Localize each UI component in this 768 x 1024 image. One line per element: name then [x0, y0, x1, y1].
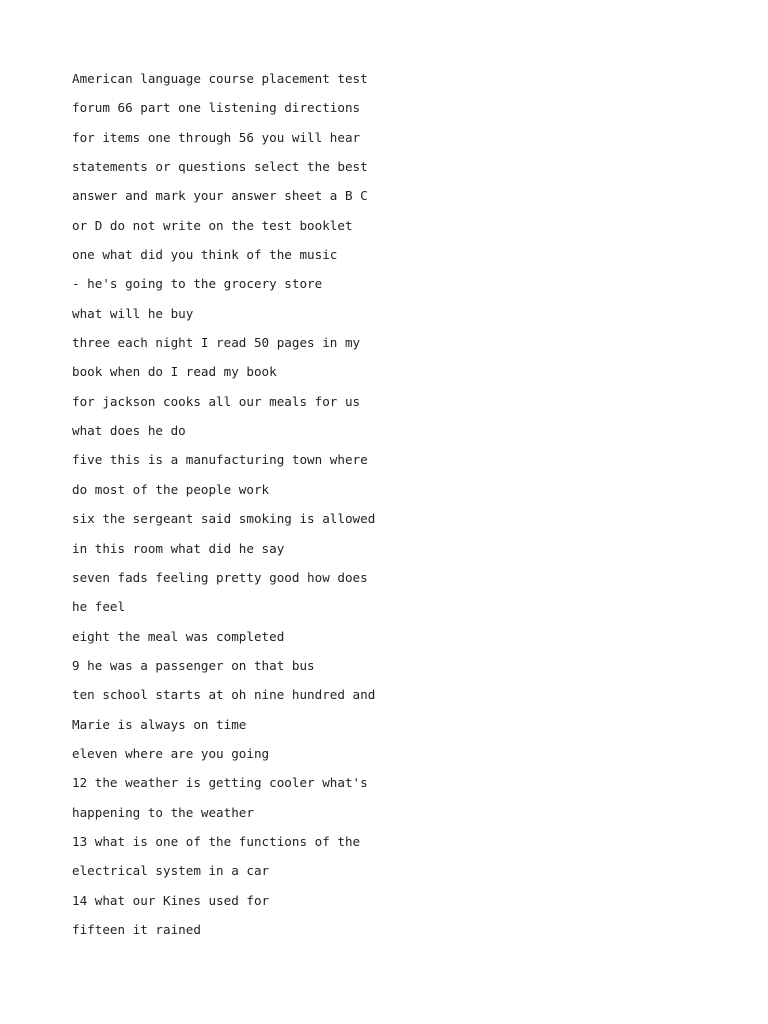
- text-line: 14 what our Kines used for: [72, 892, 270, 908]
- text-line: answer and mark your answer sheet a B C: [72, 188, 368, 204]
- text-line: do most of the people work: [72, 481, 270, 497]
- text-line: forum 66 part one listening directions: [72, 100, 361, 116]
- text-line: electrical system in a car: [72, 863, 270, 879]
- text-line: for items one through 56 you will hear: [72, 129, 361, 145]
- text-line: Marie is always on time: [72, 716, 247, 732]
- text-line: six the sergeant said smoking is allowed: [72, 511, 376, 527]
- text-line: five this is a manufacturing town where: [72, 452, 368, 468]
- text-line: statements or questions select the best: [72, 159, 368, 175]
- text-line: fifteen it rained: [72, 921, 201, 937]
- text-line: he feel: [72, 599, 126, 615]
- text-line: American language course placement test: [72, 71, 368, 86]
- text-line: 12 the weather is getting cooler what's: [72, 775, 368, 791]
- text-line: in this room what did he say: [72, 540, 285, 556]
- text-line: for jackson cooks all our meals for us: [72, 393, 361, 409]
- text-line: 9 he was a passenger on that bus: [72, 657, 315, 673]
- text-line: book when do I read my book: [72, 364, 277, 380]
- text-line: eleven where are you going: [72, 745, 270, 761]
- text-line: eight the meal was completed: [72, 628, 285, 644]
- text-line: seven fads feeling pretty good how does: [72, 569, 368, 585]
- text-line: ten school starts at oh nine hundred and: [72, 687, 376, 703]
- text-line: 13 what is one of the functions of the: [72, 833, 361, 849]
- transcript-text: [72, 70, 692, 950]
- text-line: one what did you think of the music: [72, 247, 338, 263]
- text-line: - he's going to the grocery store: [72, 276, 323, 292]
- text-line: happening to the weather: [72, 804, 254, 820]
- text-line: or D do not write on the test booklet: [72, 217, 353, 233]
- text-line: three each night I read 50 pages in my: [72, 335, 361, 351]
- text-line: what does he do: [72, 423, 186, 439]
- text-line: what will he buy: [72, 305, 194, 321]
